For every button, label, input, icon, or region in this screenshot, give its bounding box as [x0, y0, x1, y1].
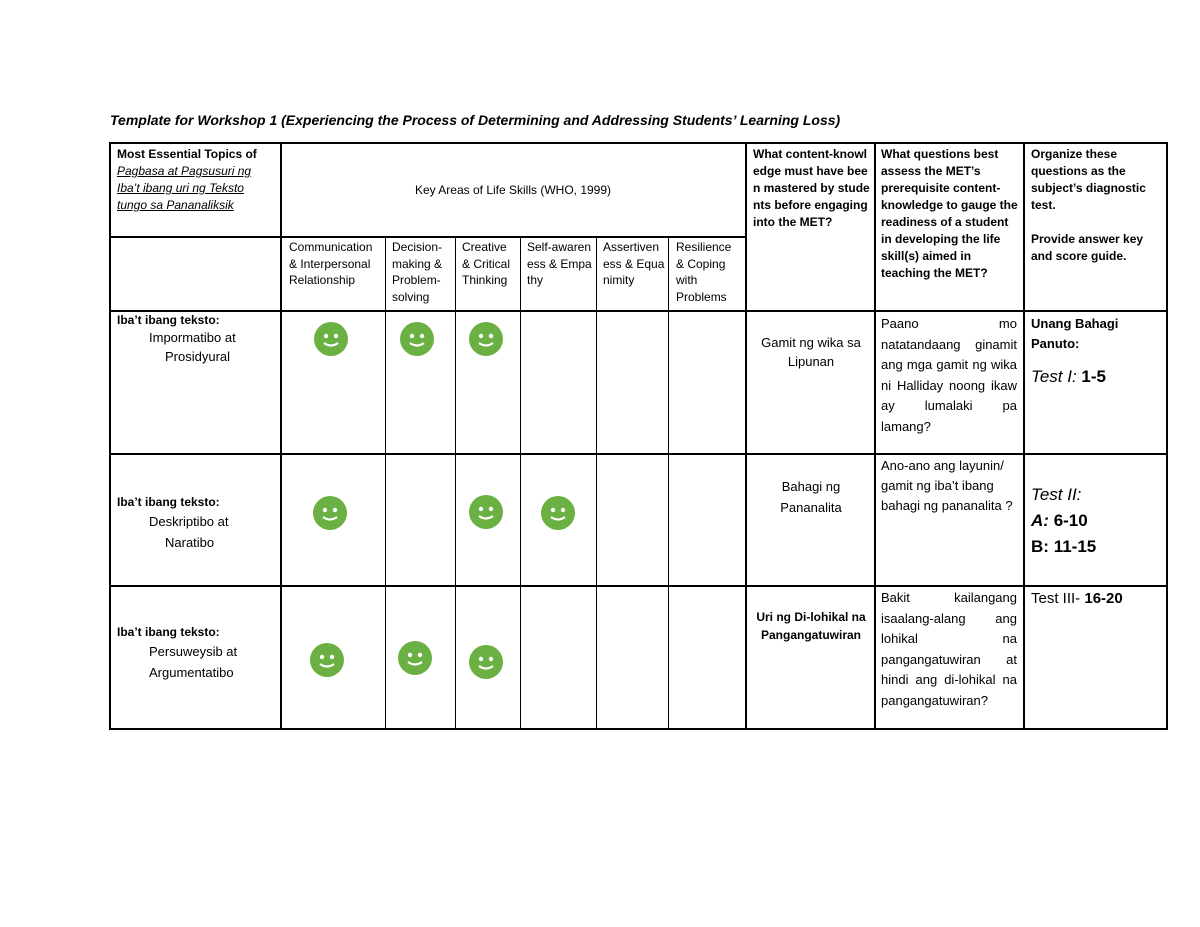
skill-header-resilience: Resilience & Coping with Problems: [676, 240, 732, 304]
smiley-face-icon: [313, 321, 349, 357]
topic-line-1: Deskriptibo at: [149, 514, 229, 529]
test-1-line: [1031, 364, 1163, 390]
smiley-face-icon: [309, 642, 345, 678]
life-skills-title: Key Areas of Life Skills (WHO, 1999): [414, 183, 612, 197]
question-row-3: Bakit kailangang isaalang-alang ang lohikal na pangangatuwiran at hindi ang di-lohikal na pangangatuwiran?: [881, 590, 1017, 708]
topic-label: Iba’t ibang teksto:: [117, 313, 220, 327]
topic-row-1: [117, 312, 277, 366]
test-row-2: [1031, 482, 1163, 560]
smiley-face-icon: [540, 495, 576, 531]
test-row-1: [1031, 314, 1163, 390]
test-2a-range: 6-10: [1053, 511, 1088, 530]
topic-row-3: [117, 624, 277, 683]
test-2-label: Test II:: [1031, 485, 1082, 504]
test-2a-label: A:: [1031, 511, 1049, 530]
test-heading: Unang Bahagi Panuto:: [1031, 316, 1119, 351]
skill-header-communication: Communication & Interpersonal Relationship: [289, 240, 373, 287]
test-2b-range: 11-15: [1053, 537, 1097, 556]
document-title: Template for Workshop 1 (Experiencing the Process of Determining and Addressing Students’ Learning Loss): [110, 112, 841, 128]
content-knowledge-header: What content-knowledge must have been mastered by students before engaging into the MET?: [753, 147, 870, 229]
smiley-face-icon: [468, 321, 504, 357]
smiley-face-icon: [312, 495, 348, 531]
question-row-1: Paano mo natatandaang ginamit ang mga gamit ng wika ni Halliday noong ikaw ay lumalaki pa lamang?: [881, 316, 1017, 434]
topic-line-2: Naratibo: [165, 535, 215, 550]
organize-header: [1031, 146, 1163, 265]
smiley-face-icon: [399, 321, 435, 357]
topics-header: [117, 146, 275, 214]
topic-line-2: Argumentatibo: [149, 665, 234, 680]
skill-header-assertiveness: Assertiveness & Equanimity: [603, 240, 665, 287]
knowledge-row-3: Uri ng Di-lohikal na Pangangatuwiran: [756, 610, 866, 642]
test-1-label: Test I:: [1031, 367, 1077, 386]
skill-header-decision-making: Decision-making & Problem-solving: [392, 240, 443, 304]
topic-line-2: Prosidyural: [165, 348, 231, 364]
smiley-face-icon: [397, 640, 433, 676]
knowledge-row-1: Gamit ng wika sa Lipunan: [761, 335, 861, 369]
assess-questions-header: What questions best assess the MET’s prerequisite content-knowledge to gauge the readiness of a student in developing the life skill(s) aimed in teaching the MET?: [881, 147, 1018, 280]
topic-row-2: [117, 494, 277, 553]
knowledge-row-2: Bahagi ng Pananalita: [780, 479, 842, 515]
topic-label: Iba’t ibang teksto:: [117, 625, 220, 639]
test-2b-label: B:: [1031, 537, 1049, 556]
question-row-2: Ano-ano ang layunin/ gamit ng iba’t ibang bahagi ng pananalita ?: [881, 458, 1013, 513]
topic-line-1: Persuweysib at: [149, 644, 238, 659]
organize-text: Organize these questions as the subject’s diagnostic test.: [1031, 147, 1146, 212]
test-row-3: [1031, 590, 1163, 609]
test-3-label: Test III-: [1031, 590, 1081, 607]
skill-header-self-awareness: Self-awareness & Empathy: [527, 240, 592, 287]
life-skills-table: [109, 142, 1168, 730]
skill-header-creative-thinking: Creative & Critical Thinking: [462, 240, 511, 287]
smiley-face-icon: [468, 644, 504, 680]
topic-line-1: Impormatibo at: [149, 330, 236, 345]
test-3-range: 16-20: [1084, 590, 1123, 607]
subject-name: Pagbasa at Pagsusuri ng Iba’t ibang uri ng Teksto tungo sa Pananaliksik: [117, 164, 252, 212]
smiley-face-icon: [468, 494, 504, 530]
topics-header-title: Most Essential Topics of: [117, 147, 257, 161]
provide-answer-key-text: Provide answer key and score guide.: [1031, 232, 1144, 263]
test-1-range: 1-5: [1081, 367, 1106, 386]
topic-label: Iba’t ibang teksto:: [117, 495, 220, 509]
